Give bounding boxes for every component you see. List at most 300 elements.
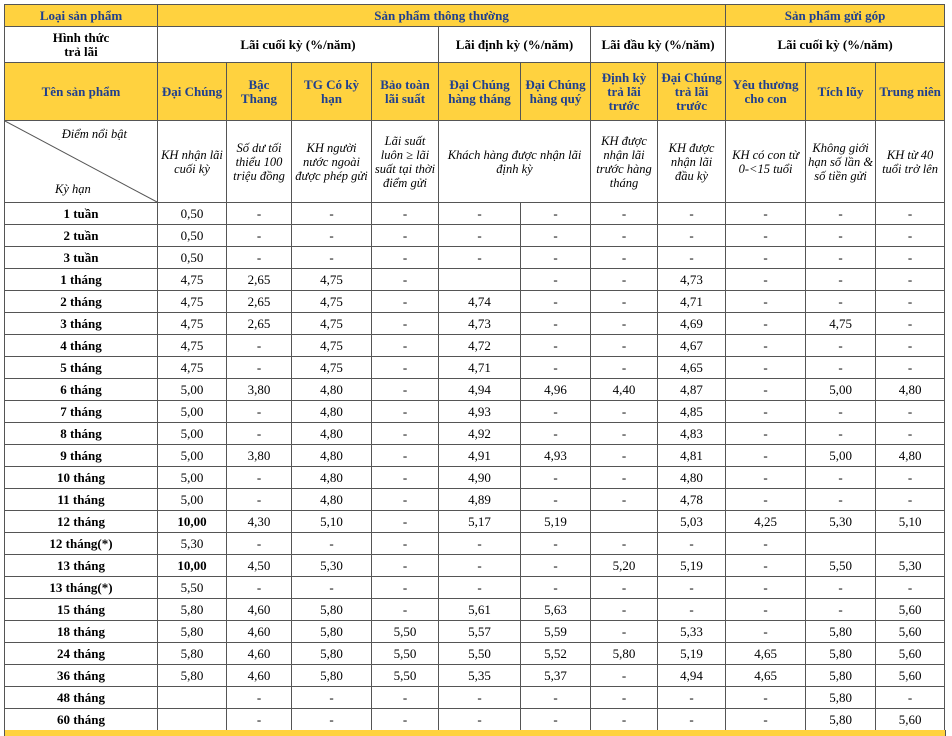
highlight-label: Điểm nổi bật xyxy=(61,127,127,141)
product-header: Yêu thương cho con xyxy=(726,63,806,121)
rate-cell: 4,60 xyxy=(227,665,292,687)
rate-cell: 10,00 xyxy=(158,511,227,533)
rate-cell: 4,90 xyxy=(439,467,521,489)
rate-cell: - xyxy=(726,445,806,467)
rate-cell: 0,50 xyxy=(158,247,227,269)
rate-cell: 5,80 xyxy=(158,665,227,687)
rate-cell: - xyxy=(591,577,658,599)
rate-cell: - xyxy=(591,357,658,379)
rate-cell: - xyxy=(726,313,806,335)
rate-cell: 5,50 xyxy=(439,643,521,665)
rate-cell: - xyxy=(591,533,658,555)
rate-cell: - xyxy=(227,247,292,269)
rate-cell: - xyxy=(876,577,945,599)
rate-cell: - xyxy=(521,291,591,313)
table-row xyxy=(5,665,945,687)
highlight-tich-luy: Không giới hạn số lần & số tiền gửi xyxy=(806,121,876,203)
rate-cell: - xyxy=(726,291,806,313)
rate-cell: 4,75 xyxy=(158,313,227,335)
rate-cell: - xyxy=(521,203,591,225)
term-cell: 12 tháng xyxy=(5,511,158,533)
rate-cell: - xyxy=(876,269,945,291)
term-cell: 12 tháng(*) xyxy=(5,533,158,555)
interest-rate-table xyxy=(4,4,945,731)
rate-cell: 4,93 xyxy=(439,401,521,423)
rate-cell: - xyxy=(591,665,658,687)
rate-cell: 5,37 xyxy=(521,665,591,687)
rate-cell: - xyxy=(806,599,876,621)
term-cell: 24 tháng xyxy=(5,643,158,665)
rate-cell: 5,10 xyxy=(876,511,945,533)
rate-cell: - xyxy=(521,269,591,291)
rate-cell: - xyxy=(726,577,806,599)
table-row xyxy=(5,313,945,335)
rate-cell: 5,80 xyxy=(806,687,876,709)
rate-cell: - xyxy=(372,489,439,511)
rate-cell: 5,20 xyxy=(591,555,658,577)
rate-cell: 4,69 xyxy=(658,313,726,335)
rate-cell: - xyxy=(658,577,726,599)
rate-cell: 5,60 xyxy=(876,599,945,621)
rate-cell: 4,89 xyxy=(439,489,521,511)
rate-cell: 4,71 xyxy=(439,357,521,379)
rate-cell: - xyxy=(806,269,876,291)
rate-cell: - xyxy=(591,709,658,731)
rate-cell: 5,60 xyxy=(876,621,945,643)
rate-cell: - xyxy=(227,467,292,489)
rate-cell: 5,80 xyxy=(158,599,227,621)
rate-cell: - xyxy=(876,313,945,335)
rate-cell: 5,17 xyxy=(439,511,521,533)
term-cell: 2 tháng xyxy=(5,291,158,313)
highlight-bac-thang: Số dư tối thiểu 100 triệu đồng xyxy=(227,121,292,203)
rate-cell xyxy=(158,709,227,731)
table-row xyxy=(5,577,945,599)
rate-cell: 4,80 xyxy=(292,401,372,423)
rate-cell: - xyxy=(876,423,945,445)
pay-upfront-header: Lãi đầu kỳ (%/năm) xyxy=(591,27,726,63)
rate-cell: 5,52 xyxy=(521,643,591,665)
table-row xyxy=(5,225,945,247)
rate-cell: - xyxy=(372,445,439,467)
rate-cell: 5,00 xyxy=(158,467,227,489)
highlight-tg-co-ky-han: KH người nước ngoài được phép gửi xyxy=(292,121,372,203)
rate-cell: - xyxy=(292,533,372,555)
rate-cell: - xyxy=(806,225,876,247)
rate-cell: - xyxy=(726,621,806,643)
rate-cell: - xyxy=(372,401,439,423)
rate-cell: - xyxy=(591,621,658,643)
rate-cell: 5,80 xyxy=(806,665,876,687)
highlight-dai-chung-tra-truoc: KH được nhận lãi đầu kỳ xyxy=(658,121,726,203)
rate-cell: 5,00 xyxy=(806,445,876,467)
term-cell: 15 tháng xyxy=(5,599,158,621)
term-cell: 9 tháng xyxy=(5,445,158,467)
rate-cell: 4,75 xyxy=(292,335,372,357)
rate-cell: - xyxy=(876,335,945,357)
rate-cell: - xyxy=(591,401,658,423)
rate-cell: 5,80 xyxy=(158,643,227,665)
rate-cell: 5,10 xyxy=(292,511,372,533)
product-header: Đại Chúng hàng quý xyxy=(521,63,591,121)
highlight-trung-nien: KH từ 40 tuổi trở lên xyxy=(876,121,945,203)
rate-cell: - xyxy=(806,577,876,599)
rate-cell: - xyxy=(591,467,658,489)
rate-cell: 4,80 xyxy=(292,379,372,401)
rate-cell: 5,00 xyxy=(806,379,876,401)
rate-cell: 5,50 xyxy=(158,577,227,599)
term-cell: 7 tháng xyxy=(5,401,158,423)
rate-cell: - xyxy=(521,533,591,555)
rate-cell: 5,80 xyxy=(806,621,876,643)
rate-cell: - xyxy=(439,203,521,225)
product-header: Trung niên xyxy=(876,63,945,121)
rate-cell: - xyxy=(227,357,292,379)
rate-cell: - xyxy=(726,247,806,269)
rate-cell: - xyxy=(876,467,945,489)
table-row xyxy=(5,511,945,533)
rate-cell: - xyxy=(726,467,806,489)
product-header: Bảo toàn lãi suất xyxy=(372,63,439,121)
rate-cell: - xyxy=(591,423,658,445)
rate-cell: - xyxy=(726,489,806,511)
rate-cell: 4,71 xyxy=(658,291,726,313)
rate-cell: 4,67 xyxy=(658,335,726,357)
rate-cell: - xyxy=(726,599,806,621)
rate-cell: - xyxy=(439,577,521,599)
pay-end-term-savings-header: Lãi cuối kỳ (%/năm) xyxy=(726,27,945,63)
rate-cell: 2,65 xyxy=(227,269,292,291)
rate-cell: 5,30 xyxy=(158,533,227,555)
highlight-yeu-thuong: KH có con từ 0-<15 tuổi xyxy=(726,121,806,203)
rate-cell: - xyxy=(591,445,658,467)
rate-cell: 5,80 xyxy=(292,599,372,621)
rate-cell: - xyxy=(591,269,658,291)
rate-cell: - xyxy=(591,489,658,511)
highlight-term-corner xyxy=(5,121,158,203)
rate-cell: - xyxy=(658,247,726,269)
rate-cell: - xyxy=(726,555,806,577)
rate-cell: - xyxy=(726,203,806,225)
highlight-dinh-ky-tra-truoc: KH được nhận lãi trước hàng tháng xyxy=(591,121,658,203)
rate-cell: 5,30 xyxy=(292,555,372,577)
rate-cell: - xyxy=(806,467,876,489)
rate-cell: 5,60 xyxy=(876,665,945,687)
rate-cell: 4,83 xyxy=(658,423,726,445)
rate-cell: - xyxy=(521,467,591,489)
rate-cell: 5,19 xyxy=(521,511,591,533)
rate-cell: 5,80 xyxy=(158,621,227,643)
rate-cell: - xyxy=(439,247,521,269)
rate-cell: 4,92 xyxy=(439,423,521,445)
product-header: Định kỳ trả lãi trước xyxy=(591,63,658,121)
rate-cell: - xyxy=(372,555,439,577)
highlight-dinh-ky: Khách hàng được nhận lãi định kỳ xyxy=(439,121,591,203)
rate-cell: 4,73 xyxy=(658,269,726,291)
term-cell: 4 tháng xyxy=(5,335,158,357)
rate-cell: 4,75 xyxy=(292,313,372,335)
rate-cell: 4,80 xyxy=(292,467,372,489)
rate-cell: 4,75 xyxy=(806,313,876,335)
rate-cell: - xyxy=(726,379,806,401)
rate-cell: - xyxy=(372,379,439,401)
rate-cell: 5,80 xyxy=(292,643,372,665)
term-cell: 5 tháng xyxy=(5,357,158,379)
rate-cell: - xyxy=(876,247,945,269)
rate-cell: 4,80 xyxy=(876,445,945,467)
rate-cell: 5,19 xyxy=(658,643,726,665)
rate-cell: - xyxy=(292,709,372,731)
rate-cell: 5,30 xyxy=(876,555,945,577)
rate-cell: 3,80 xyxy=(227,445,292,467)
rate-rows xyxy=(5,203,945,731)
rate-cell: - xyxy=(521,335,591,357)
rate-cell: - xyxy=(726,533,806,555)
rate-cell: - xyxy=(521,225,591,247)
rate-cell: 4,74 xyxy=(439,291,521,313)
rate-cell: 3,80 xyxy=(227,379,292,401)
rate-cell: 5,19 xyxy=(658,555,726,577)
rate-cell: - xyxy=(591,599,658,621)
table-row xyxy=(5,489,945,511)
rate-cell xyxy=(158,687,227,709)
group-savings-products: Sản phẩm gửi góp xyxy=(726,5,945,27)
rate-cell: - xyxy=(726,423,806,445)
table-row xyxy=(5,379,945,401)
rate-cell: - xyxy=(726,687,806,709)
rate-cell: 4,85 xyxy=(658,401,726,423)
rate-cell: - xyxy=(591,203,658,225)
rate-cell: - xyxy=(806,357,876,379)
table-row xyxy=(5,687,945,709)
rate-cell: 5,80 xyxy=(292,621,372,643)
rate-cell: - xyxy=(292,225,372,247)
table-row xyxy=(5,203,945,225)
rate-cell: 4,96 xyxy=(521,379,591,401)
term-cell: 6 tháng xyxy=(5,379,158,401)
term-cell: 3 tuần xyxy=(5,247,158,269)
rate-cell: - xyxy=(726,357,806,379)
rate-cell: 5,80 xyxy=(591,643,658,665)
rate-cell: - xyxy=(658,225,726,247)
rate-cell: - xyxy=(227,709,292,731)
table-row xyxy=(5,709,945,731)
rate-cell: 4,60 xyxy=(227,599,292,621)
product-header: Đại Chúng xyxy=(158,63,227,121)
rate-cell: - xyxy=(521,489,591,511)
rate-cell: - xyxy=(726,269,806,291)
rate-cell xyxy=(876,533,945,555)
rate-cell: - xyxy=(726,401,806,423)
rate-cell: 5,60 xyxy=(876,709,945,731)
product-type-label: Loại sản phẩm xyxy=(5,5,158,27)
table-row xyxy=(5,599,945,621)
rate-cell: - xyxy=(227,687,292,709)
rate-cell: 5,63 xyxy=(521,599,591,621)
rate-cell: 4,75 xyxy=(158,291,227,313)
rate-cell: - xyxy=(227,533,292,555)
rate-cell: - xyxy=(372,577,439,599)
payment-method-text: Hình thức trả lãi xyxy=(52,29,110,59)
term-cell: 2 tuần xyxy=(5,225,158,247)
table-row xyxy=(5,621,945,643)
rate-cell: - xyxy=(227,489,292,511)
rate-cell: - xyxy=(591,225,658,247)
rate-cell: 2,65 xyxy=(227,291,292,313)
term-cell: 13 tháng xyxy=(5,555,158,577)
table-row xyxy=(5,335,945,357)
rate-cell: 4,75 xyxy=(292,269,372,291)
rate-cell: - xyxy=(292,687,372,709)
rate-cell: - xyxy=(372,511,439,533)
rate-cell: - xyxy=(372,423,439,445)
rate-cell: - xyxy=(806,401,876,423)
rate-cell xyxy=(591,511,658,533)
rate-cell: - xyxy=(658,533,726,555)
pay-end-term-header: Lãi cuối kỳ (%/năm) xyxy=(158,27,439,63)
rate-cell: 4,94 xyxy=(658,665,726,687)
product-name-label: Tên sản phẩm xyxy=(5,63,158,121)
term-cell: 1 tuần xyxy=(5,203,158,225)
rate-cell: - xyxy=(876,203,945,225)
table-row xyxy=(5,445,945,467)
rate-cell: - xyxy=(876,291,945,313)
term-cell: 1 tháng xyxy=(5,269,158,291)
rate-cell: 5,80 xyxy=(806,643,876,665)
table-row xyxy=(5,555,945,577)
rate-cell: - xyxy=(521,423,591,445)
rate-cell: - xyxy=(439,709,521,731)
rate-cell: - xyxy=(372,357,439,379)
rate-cell xyxy=(806,533,876,555)
rate-cell: - xyxy=(372,467,439,489)
rate-cell: - xyxy=(439,225,521,247)
table-row xyxy=(5,269,945,291)
rate-cell: 0,50 xyxy=(158,203,227,225)
pay-periodic-header: Lãi định kỳ (%/năm) xyxy=(439,27,591,63)
rate-cell: - xyxy=(806,423,876,445)
rate-cell: 4,94 xyxy=(439,379,521,401)
rate-cell: 4,65 xyxy=(658,357,726,379)
rate-cell: 4,80 xyxy=(876,379,945,401)
group-regular-products: Sản phẩm thông thường xyxy=(158,5,726,27)
rate-cell: - xyxy=(227,203,292,225)
rate-cell: - xyxy=(372,709,439,731)
rate-cell: - xyxy=(372,225,439,247)
rate-cell: - xyxy=(806,335,876,357)
rate-cell: - xyxy=(806,489,876,511)
rate-cell: - xyxy=(372,269,439,291)
rate-cell: 5,80 xyxy=(292,665,372,687)
rate-cell: - xyxy=(227,225,292,247)
rate-cell: - xyxy=(658,599,726,621)
term-cell: 8 tháng xyxy=(5,423,158,445)
rate-cell: - xyxy=(439,555,521,577)
rate-cell: - xyxy=(591,247,658,269)
rate-cell: - xyxy=(521,247,591,269)
rate-cell: - xyxy=(521,577,591,599)
rate-cell: 4,80 xyxy=(292,445,372,467)
rate-cell: 5,33 xyxy=(658,621,726,643)
rate-cell: - xyxy=(658,709,726,731)
term-cell: 13 tháng(*) xyxy=(5,577,158,599)
rate-cell: - xyxy=(292,247,372,269)
rate-cell: - xyxy=(292,577,372,599)
rate-cell: - xyxy=(439,687,521,709)
rate-cell: 4,72 xyxy=(439,335,521,357)
rate-cell xyxy=(439,269,521,291)
table-row xyxy=(5,467,945,489)
rate-cell: - xyxy=(658,687,726,709)
rate-cell: 5,50 xyxy=(806,555,876,577)
term-cell: 36 tháng xyxy=(5,665,158,687)
rate-cell: 4,87 xyxy=(658,379,726,401)
table-row xyxy=(5,643,945,665)
rate-cell: 5,00 xyxy=(158,401,227,423)
rate-cell: - xyxy=(372,313,439,335)
rate-cell: 4,91 xyxy=(439,445,521,467)
rate-cell: - xyxy=(372,291,439,313)
product-header: Tích lũy xyxy=(806,63,876,121)
rate-cell: 5,80 xyxy=(806,709,876,731)
rate-cell: 4,81 xyxy=(658,445,726,467)
rate-cell: - xyxy=(726,709,806,731)
rate-cell: - xyxy=(806,247,876,269)
table-row xyxy=(5,247,945,269)
term-cell: 3 tháng xyxy=(5,313,158,335)
rate-cell: 4,30 xyxy=(227,511,292,533)
rate-cell: - xyxy=(876,687,945,709)
rate-cell: 5,35 xyxy=(439,665,521,687)
rate-cell: - xyxy=(439,533,521,555)
highlight-bao-toan: Lãi suất luôn ≥ lãi suất tại thời điểm gửi xyxy=(372,121,439,203)
rate-cell: - xyxy=(227,335,292,357)
rate-cell: 4,50 xyxy=(227,555,292,577)
rate-cell: - xyxy=(372,687,439,709)
rate-cell: - xyxy=(227,577,292,599)
rate-cell: 5,00 xyxy=(158,445,227,467)
rate-cell: 4,60 xyxy=(227,643,292,665)
rate-cell: - xyxy=(591,687,658,709)
rate-cell: 4,78 xyxy=(658,489,726,511)
rate-cell: - xyxy=(521,401,591,423)
rate-cell: 5,61 xyxy=(439,599,521,621)
term-cell: 18 tháng xyxy=(5,621,158,643)
rate-cell: 4,25 xyxy=(726,511,806,533)
rate-cell: 10,00 xyxy=(158,555,227,577)
rate-cell: - xyxy=(521,555,591,577)
rate-cell: 4,75 xyxy=(292,291,372,313)
table-row xyxy=(5,423,945,445)
rate-cell: 4,73 xyxy=(439,313,521,335)
rate-cell: - xyxy=(372,247,439,269)
rate-cell: - xyxy=(806,291,876,313)
rate-cell: 5,60 xyxy=(876,643,945,665)
rate-cell: - xyxy=(227,423,292,445)
rate-cell: 5,03 xyxy=(658,511,726,533)
rate-cell: - xyxy=(876,225,945,247)
rate-cell: 5,00 xyxy=(158,379,227,401)
table-row xyxy=(5,533,945,555)
rate-cell: 4,80 xyxy=(658,467,726,489)
rate-cell: 5,57 xyxy=(439,621,521,643)
rate-cell: 4,75 xyxy=(158,335,227,357)
term-cell: 48 tháng xyxy=(5,687,158,709)
rate-cell: 5,00 xyxy=(158,423,227,445)
rate-cell: 0,50 xyxy=(158,225,227,247)
rate-cell: - xyxy=(521,313,591,335)
rate-cell: - xyxy=(372,203,439,225)
